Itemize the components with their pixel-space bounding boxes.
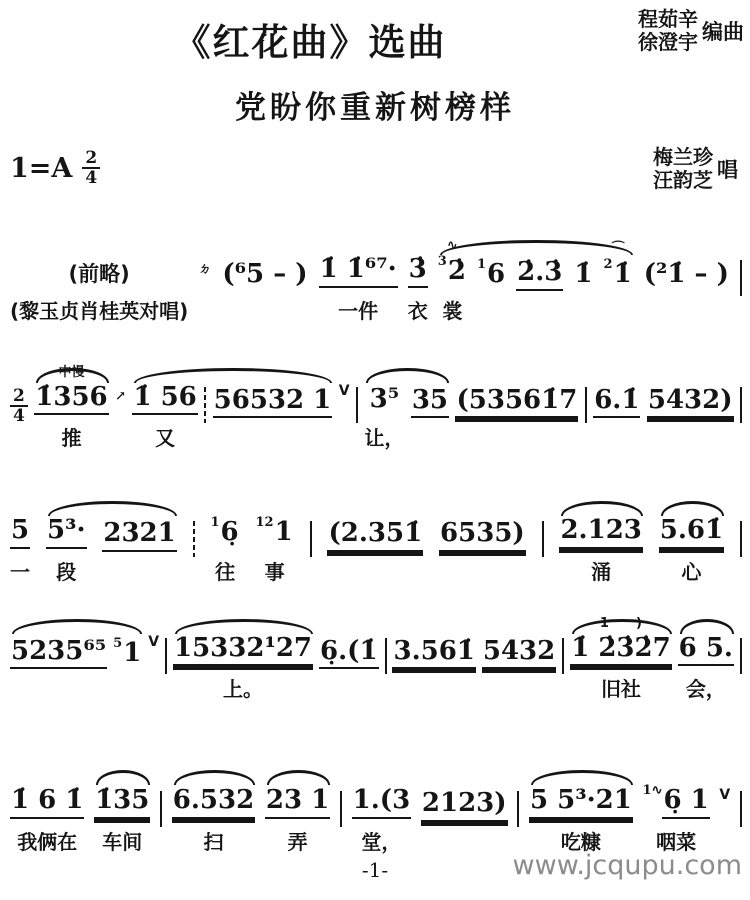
meter-numerator: 2 xyxy=(13,386,25,406)
note-group xyxy=(221,241,308,324)
grace-note: 3 xyxy=(437,254,447,269)
tempo-ornament-text xyxy=(221,241,308,258)
singer-names xyxy=(653,146,713,192)
note-text: 56532 1 xyxy=(213,384,333,419)
note-text: 6.532 xyxy=(172,784,255,819)
meter-numerator: 2 xyxy=(85,148,98,168)
note-text: 6̣ xyxy=(220,517,239,547)
note-group xyxy=(647,367,734,452)
barline xyxy=(204,387,206,423)
grace-note: 1∿ xyxy=(642,783,663,798)
note-figures xyxy=(173,632,313,667)
tempo-ornament-text: 1 ) xyxy=(599,615,643,631)
meter-denominator: 4 xyxy=(82,167,100,187)
lyric-text: 一 xyxy=(10,559,31,584)
note-figures xyxy=(34,381,108,416)
note-text: 2321 xyxy=(102,517,176,552)
lyric-text xyxy=(647,425,734,451)
tempo-ornament-text: ⌒ xyxy=(611,241,625,256)
grace-note: 1 xyxy=(210,515,220,530)
note-text: 1̇35 xyxy=(94,784,150,819)
lyric-text xyxy=(102,559,176,585)
note-group xyxy=(352,767,412,855)
barline xyxy=(356,387,358,423)
lyric-text xyxy=(10,676,107,702)
tempo-ornament-text xyxy=(643,766,710,783)
barline xyxy=(160,791,162,827)
tempo-ornament-text: ∿ xyxy=(446,238,458,253)
music-system xyxy=(10,236,742,324)
lyric-text xyxy=(113,676,142,702)
note-text: 5 5³·21 xyxy=(529,784,633,819)
note-text: 23 1 xyxy=(265,784,330,819)
note-group xyxy=(643,241,730,324)
note-figures xyxy=(364,383,404,416)
lyric-text xyxy=(477,298,506,324)
grace-note: 12 xyxy=(255,515,274,530)
lyric-text xyxy=(482,676,556,702)
lyric-text xyxy=(516,298,563,324)
tempo-ornament-text xyxy=(408,236,428,253)
music-system xyxy=(10,615,742,703)
note-figures xyxy=(172,784,255,819)
note-figures xyxy=(408,253,428,288)
note-figures xyxy=(319,635,379,670)
note-figures xyxy=(477,257,506,291)
note-text: 2̇.3̇ xyxy=(516,256,563,291)
barline xyxy=(585,387,587,423)
note-group xyxy=(211,498,240,585)
lyric-text: 涌 xyxy=(591,559,612,584)
note-figures xyxy=(132,381,197,416)
lyric-text: 扫 xyxy=(203,829,224,854)
note-figures xyxy=(593,384,640,419)
note-group xyxy=(421,770,508,855)
lyric-text xyxy=(319,676,379,702)
page-number: -1- xyxy=(361,858,389,882)
lyric-text: 会， xyxy=(685,677,726,701)
note-text: 15332¹27 xyxy=(173,632,313,667)
note-figures xyxy=(94,784,150,819)
note-figures xyxy=(643,783,710,819)
tempo-ornament-text xyxy=(319,618,379,635)
annotation-group xyxy=(10,244,188,323)
note-text: 5.61̇ xyxy=(659,514,724,549)
barline xyxy=(740,521,742,557)
note-text: 1̇ 6 1̇ xyxy=(10,784,84,819)
tempo-ornament-text xyxy=(392,618,475,635)
note-figures xyxy=(678,632,734,667)
note-figures xyxy=(102,517,176,552)
tempo-ornament-text xyxy=(643,241,730,258)
barline xyxy=(165,638,167,674)
note-figures xyxy=(213,384,333,419)
note-figures xyxy=(46,514,87,549)
note-figures xyxy=(10,784,84,819)
note-text: 1̇ xyxy=(574,259,593,289)
note-figures xyxy=(10,635,107,670)
barline xyxy=(740,387,742,423)
music-systems xyxy=(10,236,742,893)
note-group xyxy=(327,500,423,585)
lyric-text: (黎玉贞肖桂英对唱) xyxy=(10,298,189,323)
lyric-text xyxy=(198,298,211,324)
note-figures xyxy=(659,514,724,549)
lyric-text xyxy=(604,298,633,324)
breath-mark: V xyxy=(338,383,350,399)
grace-note: ㄉ xyxy=(198,261,212,277)
note-figures xyxy=(211,515,240,549)
note-group xyxy=(593,367,640,452)
breath-mark: V xyxy=(719,786,731,803)
barline xyxy=(740,638,742,674)
note-text: (²1̇ – ) xyxy=(643,259,729,289)
lyric-text: 裳 xyxy=(442,298,463,323)
music-system xyxy=(10,766,742,855)
note-text: 1 xyxy=(123,637,142,668)
note-figures xyxy=(604,257,633,291)
note-group xyxy=(115,372,126,451)
lyric-text: 推 xyxy=(61,426,82,450)
note-figures xyxy=(319,253,398,288)
note-text: 2123) xyxy=(421,787,508,822)
note-figures xyxy=(352,784,412,819)
tempo-ornament-text xyxy=(211,498,240,515)
note-text: 3⁵ xyxy=(369,383,400,414)
lyric-text: 事 xyxy=(264,559,285,584)
note-text: (⁶5 – ) xyxy=(222,259,308,289)
music-system xyxy=(10,364,742,452)
note-figures xyxy=(113,636,142,670)
note-text: 5432 xyxy=(482,635,556,670)
note-group xyxy=(482,618,556,703)
note-text: 2̇ xyxy=(447,256,466,286)
note-text: 1̇ 1̇⁶⁷· xyxy=(319,253,398,288)
note-text: 1 xyxy=(274,517,293,547)
note-group xyxy=(439,500,526,585)
note-figures xyxy=(392,635,475,670)
lyric-text xyxy=(439,559,526,585)
tempo-ornament-text xyxy=(115,372,126,389)
time-signature xyxy=(82,150,100,187)
tempo-ornament-text xyxy=(327,500,423,517)
lyric-text xyxy=(421,829,508,855)
note-text: 6 xyxy=(487,259,506,289)
note-group xyxy=(319,236,398,324)
note-figures xyxy=(516,256,563,291)
barline xyxy=(310,521,312,557)
note-group xyxy=(392,618,475,703)
note-figures xyxy=(198,258,211,291)
lyric-text: 往 xyxy=(215,559,236,584)
note-group xyxy=(10,767,84,855)
note-text: 5³· xyxy=(46,514,87,549)
lyric-text xyxy=(455,425,578,451)
note-figures xyxy=(570,632,672,667)
note-text: 6̣ 1 xyxy=(662,784,709,819)
music-system xyxy=(10,497,742,585)
note-figures xyxy=(10,514,30,549)
note-text: 1̇ 2̇3̇2̇7 xyxy=(570,632,672,667)
arranger-name: 徐澄宇 xyxy=(638,30,698,54)
note-figures xyxy=(482,635,556,670)
note-text: 6̣.(1̇ xyxy=(319,635,379,670)
lyric-text: 衣 xyxy=(407,298,428,323)
tempo-ornament-text xyxy=(439,500,526,517)
barline xyxy=(740,260,742,296)
tempo-ornament-text xyxy=(198,241,211,258)
note-text: 5235⁶⁵ xyxy=(10,635,107,670)
key-label: 1=A xyxy=(10,153,73,184)
note-figures xyxy=(327,517,423,552)
note-text: 5 xyxy=(10,514,30,549)
note-figures xyxy=(421,787,508,822)
tempo-ornament-text xyxy=(10,767,84,784)
note-figures xyxy=(265,784,330,819)
tempo-ornament-text xyxy=(10,244,188,261)
note-text: 1̇ xyxy=(613,259,632,289)
note-text: 6 5. xyxy=(678,632,734,667)
tempo-ornament-text xyxy=(647,367,734,384)
lyric-text xyxy=(573,298,593,324)
singer-name: 汪韵芝 xyxy=(653,168,713,192)
note-text: 6.1̇ xyxy=(593,384,640,419)
lyric-text: 心 xyxy=(681,559,702,584)
tempo-ornament-text xyxy=(256,498,294,515)
lyric-text xyxy=(643,298,730,324)
annotation-text: (前略) xyxy=(68,262,130,287)
meter-denominator: 4 xyxy=(10,405,28,425)
lyric-text: 咽菜 xyxy=(656,829,697,854)
note-figures xyxy=(438,254,467,288)
lyric-text: 吃糠 xyxy=(560,829,601,854)
key-signature xyxy=(10,150,100,187)
time-signature-fraction xyxy=(10,388,28,425)
note-figures xyxy=(455,384,578,419)
tempo-ornament-text xyxy=(482,618,556,635)
grace-note: 1 xyxy=(476,257,487,272)
note-figures xyxy=(221,258,308,291)
singer-name: 梅兰珍 xyxy=(653,145,713,169)
tempo-ornament-text xyxy=(455,367,578,384)
note-figures xyxy=(647,384,734,419)
note-group xyxy=(455,367,578,452)
lyric-text xyxy=(327,559,423,585)
note-text: 1.(3 xyxy=(352,784,412,819)
note-group xyxy=(10,497,30,585)
lyric-text: 又 xyxy=(155,426,176,450)
tempo-ornament-text xyxy=(10,497,30,514)
arranger-name: 程茹辛 xyxy=(638,7,698,31)
barline xyxy=(562,638,564,674)
note-group xyxy=(319,618,379,703)
lyric-text: 车间 xyxy=(102,829,143,854)
note-text: 1̇356 xyxy=(34,381,108,416)
page-title: 《红花曲》选曲 xyxy=(173,21,447,64)
arranger-names xyxy=(638,8,698,54)
lyric-text xyxy=(392,676,475,702)
grace-note: ↗ xyxy=(115,389,126,404)
breath-mark: V xyxy=(148,634,160,650)
note-text: 3̇ xyxy=(408,253,428,288)
note-figures xyxy=(256,515,294,549)
tempo-ornament-text xyxy=(319,236,398,253)
lyric-text: 一件 xyxy=(338,298,379,323)
lyric-text xyxy=(411,425,449,451)
lyric-text: 弄 xyxy=(287,829,308,854)
note-figures xyxy=(411,384,449,419)
watermark-url: www.jcqupu.com xyxy=(512,850,742,881)
lyric-text xyxy=(221,298,308,324)
tempo-ornament-text: 中慢 xyxy=(58,364,85,380)
barline xyxy=(193,521,195,557)
note-figures xyxy=(643,258,730,291)
barline xyxy=(740,791,742,827)
note-figures xyxy=(559,514,642,549)
grace-note: 5 xyxy=(113,635,123,651)
barline xyxy=(542,521,544,557)
lyric-text: 上。 xyxy=(223,677,264,701)
note-text: 6535) xyxy=(439,517,526,552)
grace-note: 2 xyxy=(603,257,613,272)
lyric-text xyxy=(213,425,333,451)
note-text: (53561̇7 xyxy=(455,384,578,419)
note-text: 5432) xyxy=(647,384,734,419)
tempo-ornament-text xyxy=(421,770,508,787)
note-figures xyxy=(529,784,633,819)
note-figures xyxy=(439,517,526,552)
lyric-text: 我俩在 xyxy=(17,829,78,854)
time-signature xyxy=(10,388,28,425)
barline xyxy=(340,791,342,827)
note-group xyxy=(408,236,428,324)
lyric-text xyxy=(593,425,640,451)
note-text: 1̇ 56 xyxy=(132,381,197,416)
lyric-text: 段 xyxy=(56,559,77,584)
lyric-text: 旧社 xyxy=(600,677,641,701)
note-group xyxy=(256,498,294,585)
note-figures xyxy=(10,261,188,287)
note-text: 2.123 xyxy=(559,514,642,549)
note-text: 35 xyxy=(411,384,449,419)
barline xyxy=(517,791,519,827)
song-title: 党盼你重新树榜样 xyxy=(235,90,515,126)
note-text: 3.561̇ xyxy=(392,635,475,670)
barline xyxy=(385,638,387,674)
note-group xyxy=(198,241,211,324)
note-figures xyxy=(573,258,593,291)
tempo-ornament-text xyxy=(593,367,640,384)
lyric-text xyxy=(115,425,126,451)
lyric-text: 堂， xyxy=(361,829,402,854)
arranger-role: 编曲 xyxy=(702,20,744,44)
note-row xyxy=(10,236,742,324)
note-figures xyxy=(115,389,126,418)
singer-credit xyxy=(653,146,738,192)
note-group xyxy=(643,766,710,855)
note-text: (2.351̇ xyxy=(327,517,423,552)
singer-role: 唱 xyxy=(717,158,738,182)
tempo-ornament-text xyxy=(352,767,412,784)
lyric-text: 让， xyxy=(364,426,405,450)
arranger-credit xyxy=(638,8,744,54)
